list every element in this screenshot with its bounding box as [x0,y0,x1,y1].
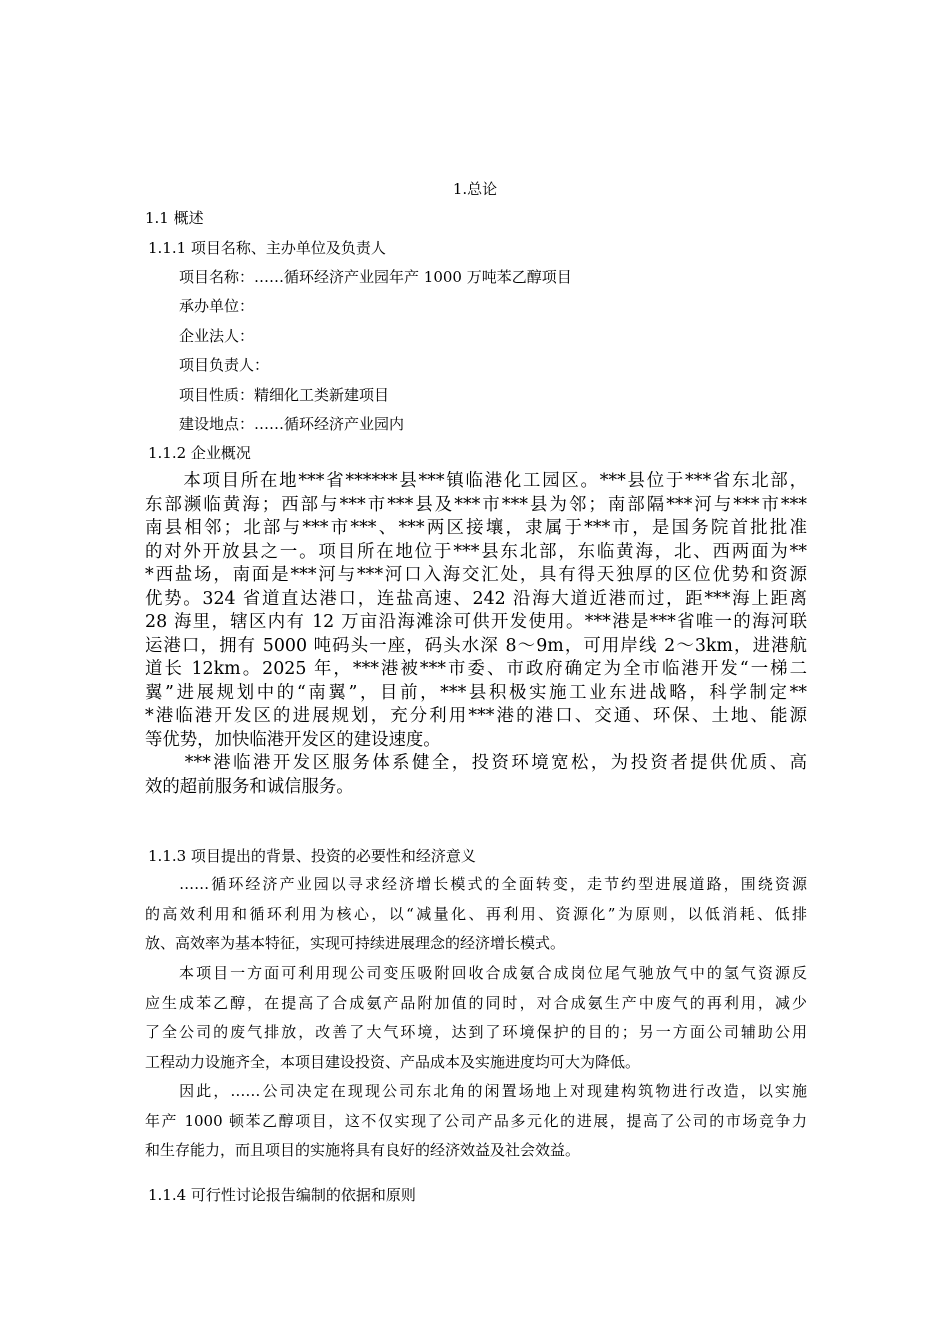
paragraph-line: 的高效利用和循环利用为核心，以“减量化、再利用、资源化”为原则，以低消耗、低排 [145,904,807,923]
paragraph-line: 翼”进展规划中的“南翼”，目前，***县积极实施工业东进战略，科学制定** [145,682,807,703]
field-legal-person: 企业法人： [179,327,255,345]
field-project-name: 项目名称：……循环经济产业园年产 1000 万吨苯乙醇项目 [179,268,572,286]
paragraph-line: *西盐场，南面是***河与***河口入海交汇处，具有得天独厚的区位优势和资源 [145,565,807,585]
paragraph-line: 的对外开放县之一。项目所在地位于***县东北部，东临黄海，北、西两面为** [145,541,807,562]
section-heading-1-1-2: 1.1.2 企业概况 [148,444,251,462]
section-heading-1-1-3: 1.1.3 项目提出的背景、投资的必要性和经济意义 [148,847,476,865]
paragraph-service-system [145,752,807,799]
paragraph-line: 东部濒临黄海；西部与***市***县及***市***县为邻；南部隔***河与***市*** [145,494,807,515]
paragraph-line: 应生成苯乙醇，在提高了合成氨产品附加值的同时，对合成氨生产中废气的再利用，减少 [145,993,807,1012]
paragraph-line: 放、高效率为基本特征，实现可持续进展理念的经济增长模式。 [145,934,566,952]
paragraph-line: 工程动力设施齐全，本项目建设投资、产品成本及实施进度均可大为降低。 [145,1052,641,1071]
section-heading-1-1-1: 1.1.1 项目名称、主办单位及负责人 [148,239,386,257]
paragraph-line: ***港临港开发区服务体系健全，投资环境宽松，为投资者提供优质、高 [145,753,807,773]
paragraph-line: *港临港开发区的进展规划，充分利用***港的港口、交通、环保、土地、能源 [145,706,807,726]
field-project-nature: 项目性质：精细化工类新建项目 [179,386,390,404]
section-heading-1-1: 1.1 概述 [145,209,204,227]
paragraph-line: 效的超前服务和诚信服务。 [145,776,354,797]
paragraph-enterprise-overview [145,470,807,752]
paragraph-line: 本项目一方面可利用现公司变压吸附回收合成氨合成岗位尾气驰放气中的氢气资源反 [145,964,807,982]
paragraph-line: 和生存能力，而且项目的实施将具有良好的经济效益及社会效益。 [145,1141,581,1159]
paragraph-line: 28 海里，辖区内有 12 万亩沿海滩涂可供开发使用。***港是***省唯一的海河联 [145,612,807,632]
paragraph-line: 本项目所在地***省******县***镇临港化工园区。***县位于***省东北部， [145,471,807,491]
paragraph-background-3 [145,1077,807,1166]
paragraph-line: 年产 1000 顿苯乙醇项目，这不仅实现了公司产品多元化的进展，提高了公司的市场竞争力 [145,1111,807,1130]
paragraph-background-1 [145,870,807,959]
paragraph-line: 了全公司的废气排放，改善了大气环境，达到了环境保护的目的；另一方面公司辅助公用 [145,1023,807,1041]
paragraph-line: 道长 12km。2025 年，***港被***市委、市政府确定为全市临港开发“一梯二 [145,659,807,679]
paragraph-line: 优势。324 省道直达港口，连盐高速、242 沿海大道近港而过，距***海上距离 [145,588,807,609]
paragraph-line: 运港口，拥有 5000 吨码头一座，码头水深 8～9m，可用岸线 2～3km，进港航 [145,635,807,656]
section-heading-1-1-4: 1.1.4 可行性讨论报告编制的依据和原则 [148,1186,416,1204]
paragraph-line: ……循环经济产业园以寻求经济增长模式的全面转变，走节约型进展道路，围绕资源 [145,875,807,893]
paragraph-line: 等优势，加快临港开发区的建设速度。 [145,729,441,750]
field-project-leader: 项目负责人： [179,356,270,374]
paragraph-background-2 [145,959,807,1077]
field-construction-site: 建设地点：……循环经济产业园内 [179,415,405,433]
paragraph-line: 因此，……公司决定在现现公司东北角的闲置场地上对现建构筑物进行改造，以实施 [145,1082,807,1100]
field-undertaking-unit: 承办单位： [179,297,255,315]
document-title: 1.总论 [452,180,498,198]
paragraph-line: 南县相邻；北部与***市***、***两区接壤，隶属于***市，是国务院首批批准 [145,518,807,538]
